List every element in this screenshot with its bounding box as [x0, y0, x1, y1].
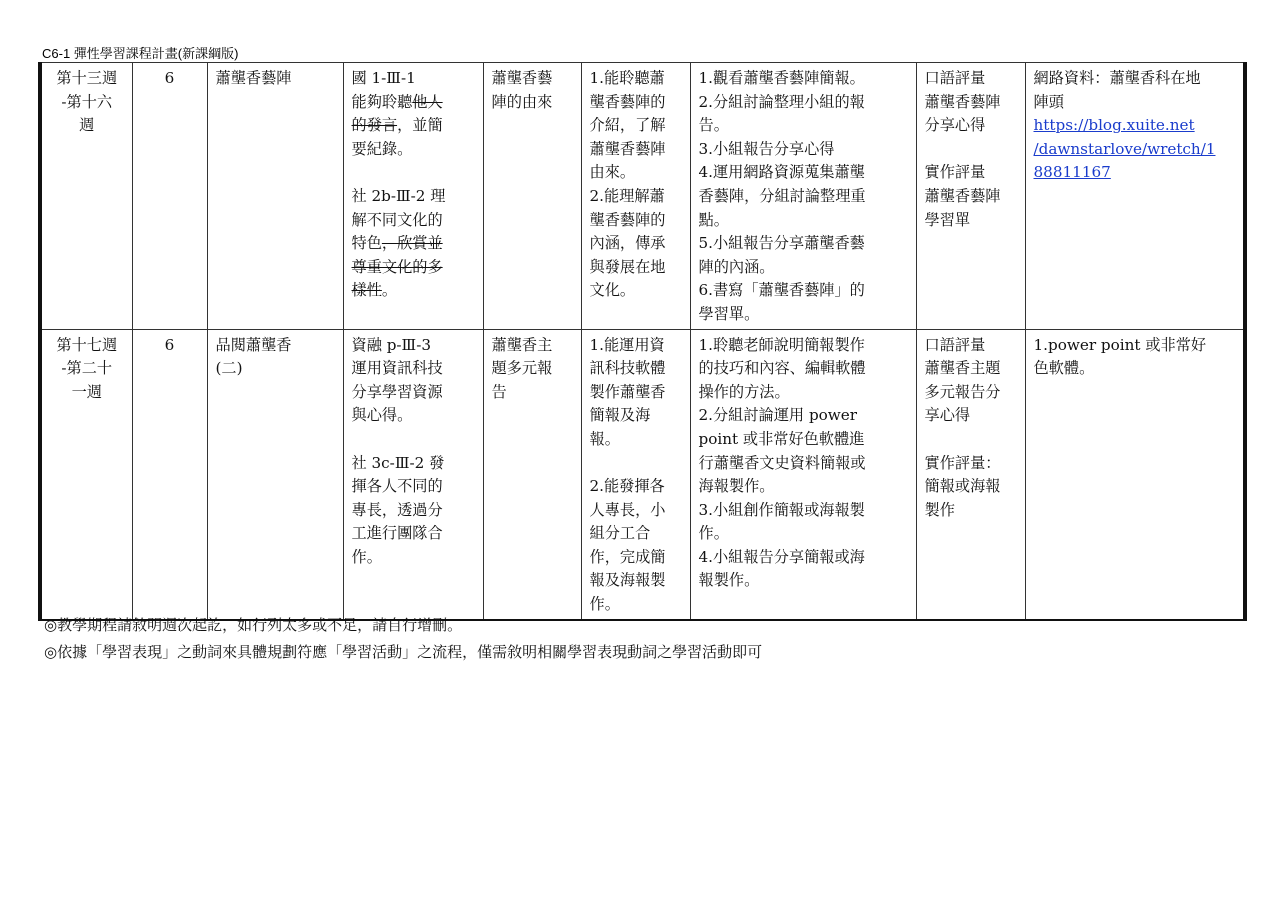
performance-cell — [343, 63, 483, 330]
resources-cell — [1025, 63, 1245, 330]
performance-line: 解不同文化的 — [351, 210, 443, 229]
struck-text: 尊重文化的多 — [351, 257, 443, 276]
objective-line: 蕭壟香藝陣 — [589, 139, 666, 158]
activity-line: 學習單。 — [698, 304, 760, 323]
performance-line: 能夠聆聽他人 — [351, 92, 443, 111]
spacer — [352, 161, 475, 185]
performance-line: 與心得。 — [351, 406, 413, 425]
assessment-cell — [916, 63, 1025, 330]
activity-line: 4.運用網路資源蒐集蕭壟 — [698, 163, 865, 182]
activity-line: 2.分組討論運用 power — [698, 406, 858, 425]
resource-line: 1.power point 或非常好 — [1033, 335, 1207, 354]
objectives-cell — [581, 329, 690, 620]
performance-line: 特色，欣賞並 — [351, 234, 443, 253]
content-line: 蕭壟香主 — [491, 335, 553, 354]
activity-line: point 或非常好色軟體進 — [698, 429, 865, 448]
resource-line: 色軟體。 — [1033, 359, 1095, 378]
notes — [44, 612, 762, 666]
performance-cell — [343, 329, 483, 620]
struck-text: ，欣賞並 — [381, 234, 443, 253]
activity-line: 操作的方法。 — [698, 382, 790, 401]
activity-line: 6.書寫「蕭壟香藝陣」的 — [698, 281, 865, 300]
objective-line: 簡報及海 — [589, 406, 651, 425]
week-line: -第二十 — [61, 359, 113, 378]
table-row — [40, 63, 1245, 330]
unit-title: 品閱蕭壟香 — [215, 335, 292, 354]
table-row — [40, 329, 1245, 620]
performance-line: 社 3c-Ⅲ-2 發 — [351, 453, 445, 472]
objective-line: 1.能聆聽蕭 — [589, 69, 665, 87]
resource-line: 網路資料：蕭壟香科在地 — [1033, 69, 1201, 87]
activity-line: 告。 — [698, 116, 729, 135]
assessment-line: 口語評量 — [924, 335, 986, 354]
content-line: 告 — [491, 382, 507, 401]
week-cell — [40, 329, 132, 620]
objective-line: 2.能理解蕭 — [589, 186, 665, 205]
objective-line: 壟香藝陣的 — [589, 210, 666, 229]
performance-line: 的發言，並簡 — [351, 116, 443, 135]
activity-line: 2.分組討論整理小組的報 — [698, 92, 865, 111]
activity-line: 1.觀看蕭壟香藝陣簡報。 — [698, 69, 865, 87]
resource-line: 陣頭 — [1033, 92, 1064, 111]
activity-line: 4.小組報告分享簡報或海 — [698, 547, 865, 566]
periods-value: 6 — [164, 69, 175, 87]
activities-cell — [690, 329, 916, 620]
struck-text: 的發言 — [351, 116, 398, 135]
unit-cell — [207, 63, 343, 330]
objective-line: 人專長，小 — [589, 500, 666, 519]
assessment-line: 多元報告分 — [924, 382, 1001, 401]
objective-line: 2.能發揮各 — [589, 477, 665, 496]
assessment-line: 分享心得 — [924, 116, 986, 135]
unit-cell — [207, 329, 343, 620]
week-line: 週 — [79, 116, 95, 135]
objective-line: 與發展在地 — [589, 257, 666, 276]
assessment-line: 蕭壟香主題 — [924, 359, 1001, 378]
resources-cell — [1025, 329, 1245, 620]
assessment-line: 享心得 — [924, 406, 971, 425]
content-line: 蕭壟香藝 — [491, 69, 553, 87]
activities-cell — [690, 63, 916, 330]
week-line: 第十三週 — [56, 69, 118, 87]
activity-line: 點。 — [698, 210, 729, 229]
objective-line: 報及海報製 — [589, 571, 666, 590]
spacer — [352, 428, 475, 452]
assessment-line: 蕭壟香藝陣 — [924, 186, 1001, 205]
struck-text: 樣性 — [351, 281, 382, 300]
resource-link[interactable]: 88811167 — [1033, 163, 1111, 182]
performance-line: 要紀錄。 — [351, 139, 413, 158]
content-cell — [483, 329, 581, 620]
objective-line: 訊科技軟體 — [589, 359, 666, 378]
week-line: 第十七週 — [56, 335, 118, 354]
objective-line: 作。 — [589, 595, 620, 614]
spacer — [925, 138, 1017, 162]
week-line: -第十六 — [61, 92, 113, 111]
resource-link[interactable]: https://blog.xuite.net — [1033, 116, 1195, 135]
activity-line: 的技巧和內容、編輯軟體 — [698, 359, 866, 378]
spacer — [590, 452, 682, 476]
periods-cell — [132, 329, 207, 620]
performance-line: 社 2b-Ⅲ-2 理 — [351, 186, 446, 205]
objective-line: 製作蕭壟香 — [589, 382, 666, 401]
objectives-cell — [581, 63, 690, 330]
activity-line: 報製作。 — [698, 571, 760, 590]
assessment-line: 製作 — [924, 500, 955, 519]
objective-line: 由來。 — [589, 163, 636, 182]
document-header: C6-1 彈性學習課程計畫(新課綱版) — [42, 46, 239, 61]
content-cell — [483, 63, 581, 330]
note-line: ◎教學期程請敘明週次起訖，如行列太多或不足，請自行增刪。 — [44, 616, 463, 634]
performance-line — [352, 256, 475, 280]
periods-cell — [132, 63, 207, 330]
activity-line: 3.小組報告分享心得 — [698, 139, 835, 158]
activity-line: 作。 — [698, 524, 729, 543]
week-cell — [40, 63, 132, 330]
objective-line: 報。 — [589, 429, 620, 448]
assessment-line: 口語評量 — [924, 69, 986, 87]
unit-title: 蕭壟香藝陣 — [215, 69, 292, 87]
unit-title: (二) — [215, 359, 243, 378]
content-line: 陣的由來 — [491, 92, 553, 111]
struck-text: 他人 — [412, 92, 443, 111]
resource-link[interactable]: /dawnstarlove/wretch/1 — [1033, 139, 1216, 158]
performance-line: 樣性。 — [351, 281, 398, 300]
objective-line: 壟香藝陣的 — [589, 92, 666, 111]
objective-line: 介紹，了解 — [589, 116, 666, 135]
spacer — [925, 428, 1017, 452]
course-plan-table — [38, 62, 1247, 621]
objective-line: 文化。 — [589, 281, 636, 300]
objective-line: 1.能運用資 — [589, 335, 665, 354]
objective-line: 組分工合 — [589, 524, 651, 543]
assessment-line: 實作評量： — [924, 453, 1001, 472]
performance-line: 運用資訊科技 — [351, 359, 443, 378]
performance-line: 工進行團隊合 — [351, 524, 443, 543]
objective-line: 內涵，傳承 — [589, 234, 666, 253]
periods-value: 6 — [164, 335, 175, 354]
activity-line: 5.小組報告分享蕭壟香藝 — [698, 234, 865, 253]
content-line: 題多元報 — [491, 359, 553, 378]
performance-line: 資融 p-Ⅲ-3 — [351, 335, 431, 354]
note-line: ◎依據「學習表現」之動詞來具體規劃符應「學習活動」之流程，僅需敘明相關學習表現動詞之學習活動即可 — [44, 643, 763, 661]
assessment-line: 實作評量 — [924, 163, 986, 182]
activity-line: 香藝陣，分組討論整理重 — [698, 186, 866, 205]
activity-line: 行蕭壟香文史資料簡報或 — [698, 453, 866, 472]
activity-line: 陣的內涵。 — [698, 257, 775, 276]
performance-line: 作。 — [351, 547, 382, 566]
performance-line: 專長，透過分 — [351, 500, 443, 519]
performance-line: 國 1-Ⅲ-1 — [351, 69, 416, 87]
assessment-cell — [916, 329, 1025, 620]
assessment-line: 簡報或海報 — [924, 477, 1001, 496]
week-line: 一週 — [71, 382, 102, 401]
activity-line: 3.小組創作簡報或海報製 — [698, 500, 865, 519]
performance-line: 分享學習資源 — [351, 382, 443, 401]
objective-line: 作，完成簡 — [589, 547, 666, 566]
assessment-line: 學習單 — [924, 210, 971, 229]
activity-line: 1.聆聽老師說明簡報製作 — [698, 335, 865, 354]
performance-line: 揮各人不同的 — [351, 477, 443, 496]
activity-line: 海報製作。 — [698, 477, 775, 496]
assessment-line: 蕭壟香藝陣 — [924, 92, 1001, 111]
